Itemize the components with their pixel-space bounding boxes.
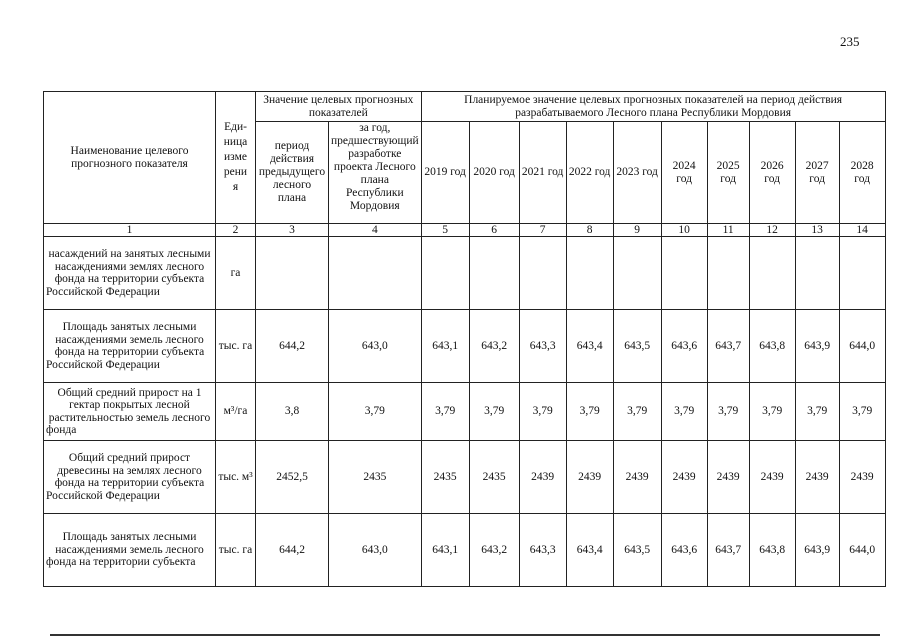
value-cell: 3,79	[329, 383, 422, 441]
header-group-planned: Планируемое значение целевых прогнозных показателей на период действия разрабатываемого Лесного плана Республики Мордовия	[421, 92, 885, 122]
unit-cell: тыс. га	[216, 310, 256, 383]
value-cell: 643,4	[566, 310, 613, 383]
value-cell: 3,8	[256, 383, 329, 441]
value-cell: 643,2	[469, 310, 519, 383]
value-cell: 643,8	[749, 514, 795, 587]
value-cell: 3,79	[749, 383, 795, 441]
header-year-2024: 2024 год	[661, 122, 707, 224]
value-cell: 2439	[749, 441, 795, 514]
page-bottom-divider	[50, 634, 880, 636]
value-cell	[256, 237, 329, 310]
value-cell: 2435	[329, 441, 422, 514]
value-cell: 3,79	[707, 383, 749, 441]
header-year-before: за год, предшествующий разработке проекта Лесного плана Республики Мордовия	[329, 122, 422, 224]
column-number: 12	[749, 224, 795, 237]
value-cell: 2439	[839, 441, 885, 514]
value-cell: 643,6	[661, 514, 707, 587]
value-cell: 2439	[566, 441, 613, 514]
value-cell: 3,79	[661, 383, 707, 441]
value-cell	[421, 237, 469, 310]
header-year-2019: 2019 год	[421, 122, 469, 224]
header-year-2025: 2025 год	[707, 122, 749, 224]
unit-cell: м³/га	[216, 383, 256, 441]
value-cell: 644,0	[839, 514, 885, 587]
value-cell: 643,9	[795, 514, 839, 587]
column-number: 14	[839, 224, 885, 237]
table-row	[44, 237, 886, 310]
value-cell: 3,79	[839, 383, 885, 441]
column-number: 13	[795, 224, 839, 237]
value-cell: 643,0	[329, 514, 422, 587]
header-year-2022: 2022 год	[566, 122, 613, 224]
value-cell: 643,0	[329, 310, 422, 383]
header-year-2023: 2023 год	[613, 122, 661, 224]
column-number: 11	[707, 224, 749, 237]
column-number-row	[44, 224, 886, 237]
table-row	[44, 514, 886, 587]
value-cell: 643,9	[795, 310, 839, 383]
value-cell: 643,1	[421, 514, 469, 587]
value-cell: 643,1	[421, 310, 469, 383]
value-cell	[839, 237, 885, 310]
indicator-name: Площадь занятых лесными насаждениями земель лесного фонда на территории субъекта	[44, 514, 216, 587]
value-cell: 2452,5	[256, 441, 329, 514]
value-cell: 643,3	[519, 514, 566, 587]
value-cell: 644,0	[839, 310, 885, 383]
value-cell: 3,79	[421, 383, 469, 441]
forest-indicators-table	[43, 91, 886, 587]
value-cell	[707, 237, 749, 310]
value-cell: 2435	[421, 441, 469, 514]
column-number: 9	[613, 224, 661, 237]
page-number: 235	[840, 34, 860, 49]
value-cell: 3,79	[795, 383, 839, 441]
value-cell: 2439	[613, 441, 661, 514]
header-year-2020: 2020 год	[469, 122, 519, 224]
column-number: 8	[566, 224, 613, 237]
indicator-name: Площадь занятых лесными насаждениями земель лесного фонда на территории субъекта Российской Федерации	[44, 310, 216, 383]
header-year-2027: 2027 год	[795, 122, 839, 224]
table-row	[44, 310, 886, 383]
table-row	[44, 441, 886, 514]
column-number: 7	[519, 224, 566, 237]
value-cell: 643,7	[707, 310, 749, 383]
column-number: 4	[329, 224, 422, 237]
header-year-2026: 2026 год	[749, 122, 795, 224]
column-number: 1	[44, 224, 216, 237]
unit-cell: тыс. га	[216, 514, 256, 587]
value-cell: 3,79	[566, 383, 613, 441]
header-group-values: Значение целевых прогнозных показателей	[256, 92, 422, 122]
indicator-name: Общий средний прирост древесины на землях лесного фонда на территории субъекта Российской Федерации	[44, 441, 216, 514]
value-cell: 643,6	[661, 310, 707, 383]
unit-cell: тыс. м³	[216, 441, 256, 514]
value-cell	[329, 237, 422, 310]
value-cell: 2439	[707, 441, 749, 514]
value-cell	[661, 237, 707, 310]
value-cell: 2439	[661, 441, 707, 514]
value-cell	[795, 237, 839, 310]
value-cell: 643,7	[707, 514, 749, 587]
value-cell: 643,5	[613, 310, 661, 383]
value-cell: 2439	[519, 441, 566, 514]
header-name: Наименование целевого прогнозного показателя	[44, 92, 216, 224]
indicator-name: насаждений на занятых лесными насаждениями землях лесного фонда на территории субъекта Российской Федерации	[44, 237, 216, 310]
value-cell	[469, 237, 519, 310]
value-cell: 644,2	[256, 310, 329, 383]
value-cell: 3,79	[613, 383, 661, 441]
column-number: 3	[256, 224, 329, 237]
value-cell: 643,4	[566, 514, 613, 587]
column-number: 6	[469, 224, 519, 237]
column-number: 2	[216, 224, 256, 237]
header-year-2028: 2028 год	[839, 122, 885, 224]
value-cell: 643,3	[519, 310, 566, 383]
table-row	[44, 383, 886, 441]
value-cell: 643,2	[469, 514, 519, 587]
indicator-name: Общий средний прирост на 1 гектар покрытых лесной растительностью земель лесного фонда	[44, 383, 216, 441]
header-unit: Еди- ница изме рени я	[216, 92, 256, 224]
column-number: 5	[421, 224, 469, 237]
value-cell: 644,2	[256, 514, 329, 587]
header-year-2021: 2021 год	[519, 122, 566, 224]
value-cell	[613, 237, 661, 310]
value-cell	[749, 237, 795, 310]
value-cell: 3,79	[469, 383, 519, 441]
header-row-main	[44, 92, 886, 122]
unit-cell: га	[216, 237, 256, 310]
value-cell: 2439	[795, 441, 839, 514]
column-number: 10	[661, 224, 707, 237]
value-cell	[519, 237, 566, 310]
value-cell: 643,8	[749, 310, 795, 383]
value-cell: 3,79	[519, 383, 566, 441]
header-period-prev: период действия предыдущего лесного плана	[256, 122, 329, 224]
value-cell	[566, 237, 613, 310]
value-cell: 643,5	[613, 514, 661, 587]
value-cell: 2435	[469, 441, 519, 514]
